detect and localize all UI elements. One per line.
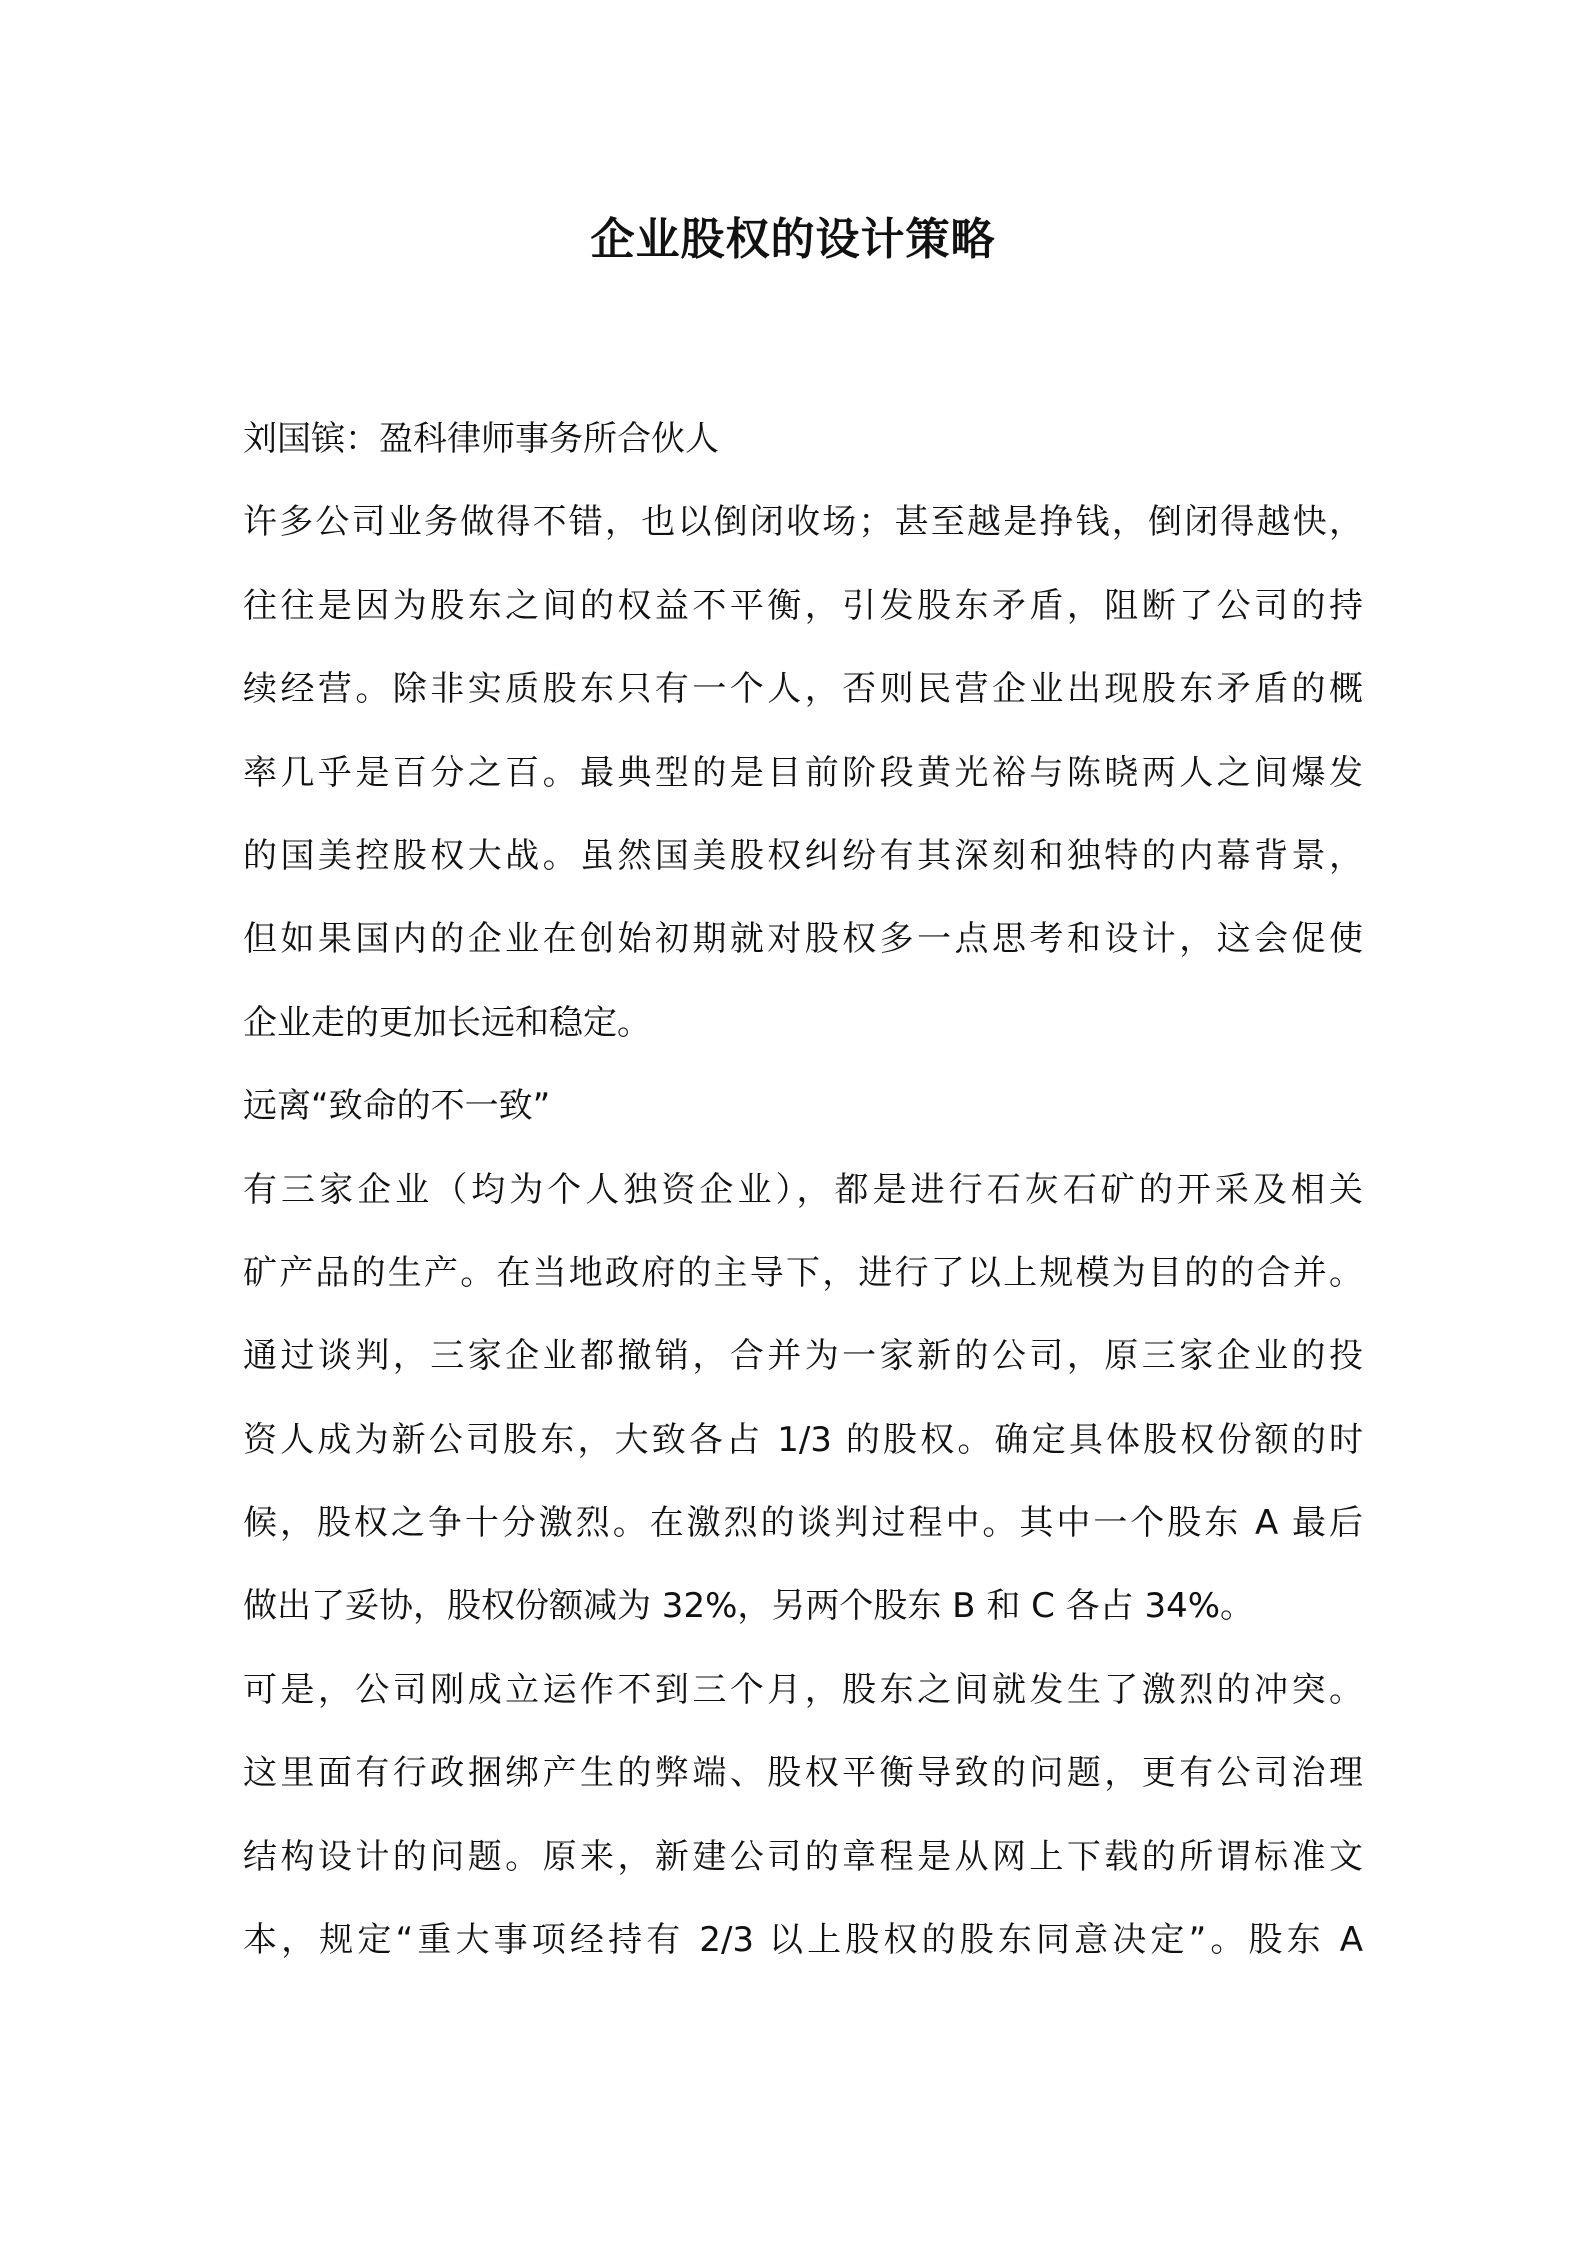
body-line: 候，股权之争十分激烈。在激烈的谈判过程中。其中一个股东 A 最后 [243, 1503, 1363, 1544]
body-line: 本，规定“重大事项经持有 2/3 以上股权的股东同意决定”。股东 A [243, 1920, 1363, 1961]
body-line: 许多公司业务做得不错，也以倒闭收场；甚至越是挣钱，倒闭得越快， [243, 502, 1363, 543]
body-line: 续经营。除非实质股东只有一个人，否则民营企业出现股东矛盾的概 [243, 669, 1363, 710]
body-line: 做出了妥协，股权份额减为 32%，另两个股东 B 和 C 各占 34%。 [243, 1586, 1255, 1627]
document-body [243, 408, 1363, 1992]
body-line: 企业走的更加长远和稳定。 [243, 1002, 651, 1043]
body-line: 结构设计的问题。原来，新建公司的章程是从网上下载的所谓标准文 [243, 1836, 1363, 1877]
body-line: 有三家企业（均为个人独资企业），都是进行石灰石矿的开采及相关 [243, 1169, 1363, 1210]
body-line: 的国美控股权大战。虽然国美股权纠纷有其深刻和独特的内幕背景， [243, 835, 1363, 876]
body-line: 远离“致命的不一致” [243, 1086, 551, 1127]
body-line: 可是，公司刚成立运作不到三个月，股东之间就发生了激烈的冲突。 [243, 1669, 1363, 1710]
body-line: 矿产品的生产。在当地政府的主导下，进行了以上规模为目的的合并。 [243, 1252, 1363, 1293]
document-title: 企业股权的设计策略 [590, 214, 996, 265]
body-line: 通过谈判，三家企业都撤销，合并为一家新的公司，原三家企业的投 [243, 1336, 1363, 1377]
body-line: 资人成为新公司股东，大致各占 1/3 的股权。确定具体股权份额的时 [243, 1419, 1363, 1460]
body-line: 率几乎是百分之百。最典型的是目前阶段黄光裕与陈晓两人之间爆发 [243, 752, 1363, 793]
body-line: 但如果国内的企业在创始初期就对股权多一点思考和设计，这会促使 [243, 919, 1363, 960]
body-line: 这里面有行政捆绑产生的弊端、股权平衡导致的问题，更有公司治理 [243, 1753, 1363, 1794]
body-line: 刘国镔：盈科律师事务所合伙人 [243, 419, 719, 459]
body-line: 往往是因为股东之间的权益不平衡，引发股东矛盾，阻断了公司的持 [243, 585, 1363, 626]
